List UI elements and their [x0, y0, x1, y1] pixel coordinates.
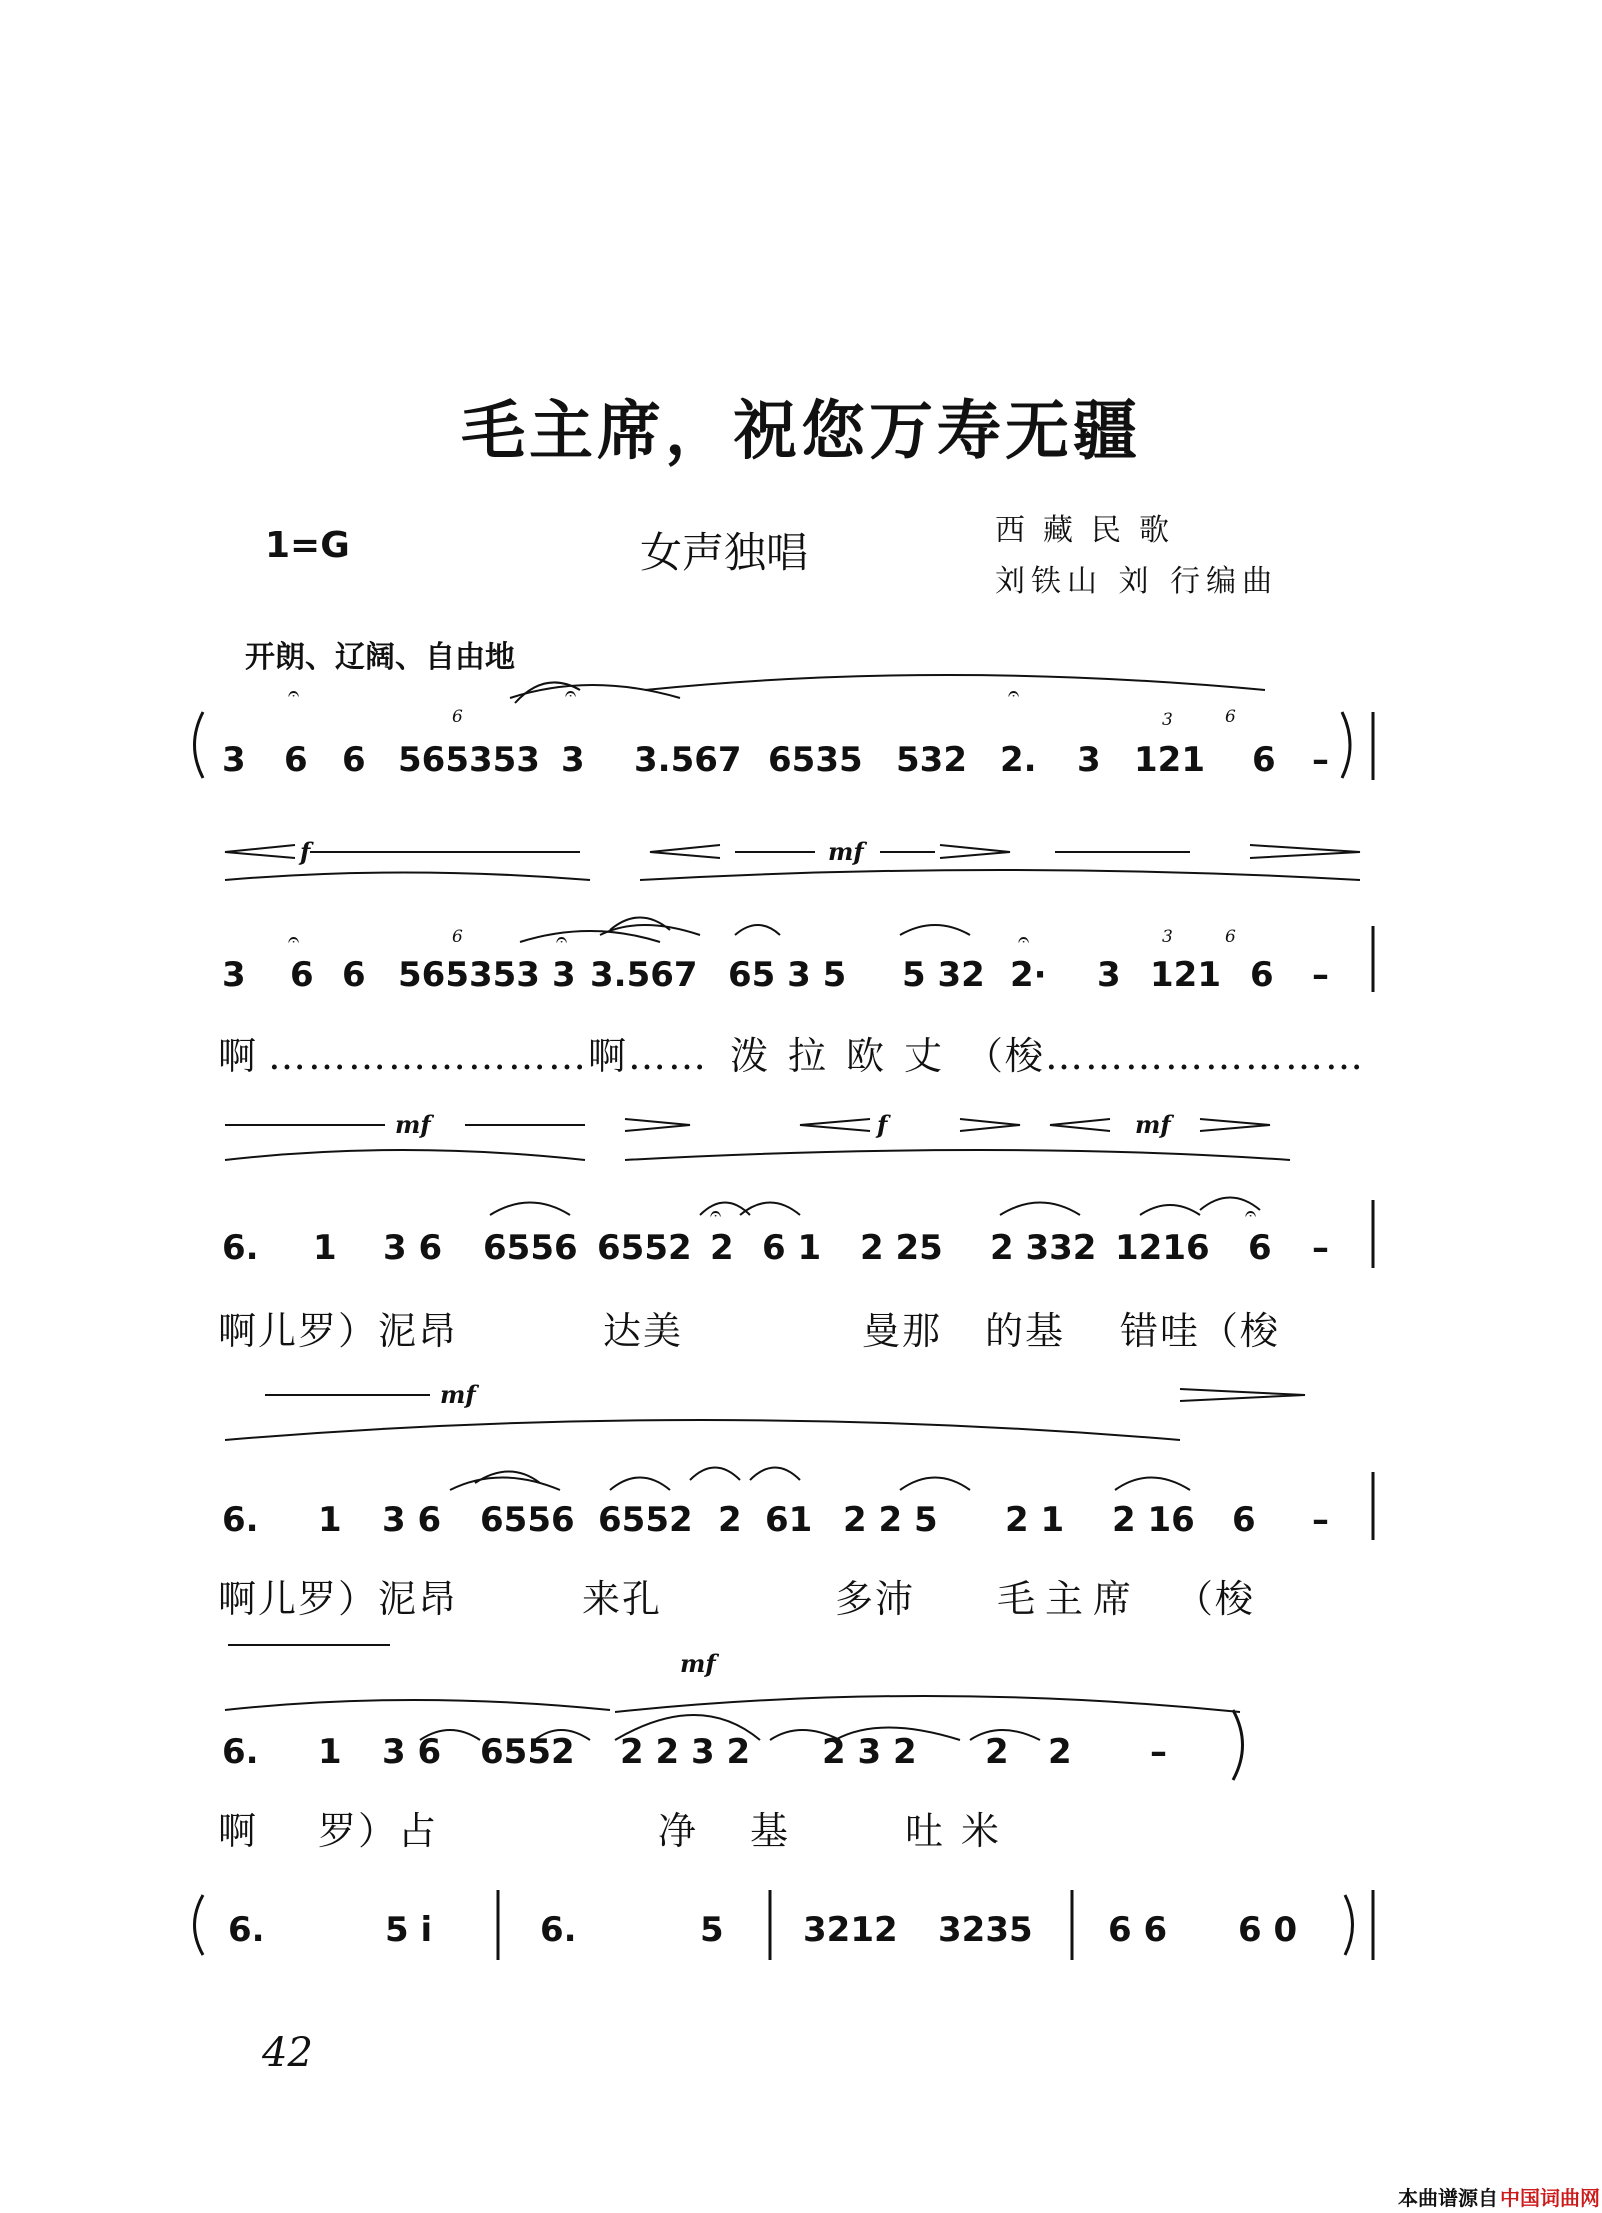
note: 3: [1077, 740, 1101, 780]
lyric: 净: [658, 1809, 699, 1853]
lyric: ……………………啊……: [268, 1034, 709, 1078]
note: 6: [342, 955, 366, 995]
lyric: （梭……………………: [965, 1034, 1366, 1078]
lyric: 的基: [985, 1309, 1066, 1353]
tuplet-number: 3: [1162, 927, 1173, 947]
lyric: 啊: [218, 1809, 259, 1853]
note-group: 61: [765, 1500, 813, 1540]
note-group: 5 32: [902, 955, 985, 995]
note: 3: [222, 740, 246, 780]
tuplet-number: 6: [1225, 707, 1236, 727]
dynamic-mark: mf: [440, 1380, 476, 1409]
lyric: 毛主席: [997, 1577, 1142, 1621]
svg-text:𝄐: 𝄐: [565, 681, 577, 705]
lyric: 多沛: [835, 1577, 916, 1621]
lyric: 来孔: [582, 1577, 663, 1621]
note-group: 2 16: [1112, 1500, 1195, 1540]
dynamic-mark: mf: [1135, 1110, 1171, 1139]
note: 6: [290, 955, 314, 995]
note: 2·: [1010, 955, 1047, 995]
svg-text:𝄐: 𝄐: [1008, 681, 1020, 705]
note-group: 6552: [598, 1500, 693, 1540]
note-group: 565353: [398, 955, 540, 995]
note: 1: [318, 1732, 342, 1772]
note: 3: [561, 740, 585, 780]
note: 2: [718, 1500, 742, 1540]
note: 1: [313, 1228, 337, 1268]
note: 6.: [540, 1910, 577, 1950]
dynamic-mark: mf: [680, 1649, 716, 1678]
interlude-paren-close: [1345, 1895, 1353, 1955]
dash: –: [1312, 1228, 1329, 1268]
note-group: 6535: [768, 740, 863, 780]
note-group: 3.567: [634, 740, 742, 780]
note-group: 6 0: [1238, 1910, 1298, 1950]
note-group: 3235: [938, 1910, 1033, 1950]
note: 6: [1248, 1228, 1272, 1268]
footer-source-label: 本曲谱源自: [1398, 2186, 1498, 2210]
repeat-paren-close: [1342, 712, 1350, 778]
note-group: 532: [896, 740, 967, 780]
note-group: 1216: [1115, 1228, 1210, 1268]
note: 3: [552, 955, 576, 995]
tuplet-number: 6: [452, 707, 463, 727]
phrase-paren-close: [1233, 1710, 1243, 1780]
dynamic-mark: mf: [828, 837, 864, 866]
svg-text:𝄐: 𝄐: [288, 927, 300, 951]
note: 6: [1232, 1500, 1256, 1540]
note: 5: [700, 1910, 724, 1950]
tuplet-number: 6: [1225, 927, 1236, 947]
lyric: 啊: [218, 1034, 259, 1078]
tuplet-number: 6: [452, 927, 463, 947]
dynamic-mark: f: [300, 837, 311, 866]
note-group: 121: [1150, 955, 1221, 995]
svg-text:𝄐: 𝄐: [710, 1201, 722, 1225]
svg-text:𝄐: 𝄐: [1018, 927, 1030, 951]
lyric: 达美: [603, 1309, 684, 1353]
lyric: 错哇（梭: [1120, 1309, 1281, 1353]
note-group: 565353: [398, 740, 540, 780]
dynamic-mark: mf: [395, 1110, 431, 1139]
note: 6: [1252, 740, 1276, 780]
note-group: 2 2 3 2: [620, 1732, 751, 1772]
note-group: 2 1: [1005, 1500, 1065, 1540]
lyric: 泼拉欧丈: [730, 1034, 963, 1078]
note: 2: [710, 1228, 734, 1268]
note-group: 2 25: [860, 1228, 943, 1268]
note: 6.: [228, 1910, 265, 1950]
credit-arrangers: 刘铁山 刘 行编曲: [995, 564, 1279, 599]
note-group: 65 3 5: [728, 955, 847, 995]
note-group: 3212: [803, 1910, 898, 1950]
note: 1: [318, 1500, 342, 1540]
footer-site-link[interactable]: 中国词曲网: [1500, 2186, 1600, 2210]
note-group: 6 1: [762, 1228, 822, 1268]
note: 3: [1097, 955, 1121, 995]
note-group: 6 6: [1108, 1910, 1168, 1950]
dash: –: [1312, 1500, 1329, 1540]
dash: –: [1312, 740, 1329, 780]
tuplet-number: 3: [1162, 710, 1173, 730]
note: 6.: [222, 1500, 259, 1540]
note-group: 3 6: [382, 1732, 442, 1772]
note-group: 5 i: [385, 1910, 433, 1950]
tempo-marking: 开朗、辽阔、自由地: [245, 640, 515, 675]
lyric: 曼那: [862, 1309, 943, 1353]
note: 6.: [222, 1228, 259, 1268]
lyric: 罗）占: [318, 1809, 439, 1853]
svg-text:𝄐: 𝄐: [288, 681, 300, 705]
note-group: 3 6: [382, 1500, 442, 1540]
dash: –: [1150, 1732, 1167, 1772]
svg-text:𝄐: 𝄐: [556, 927, 568, 951]
note-group: 2 2 5: [843, 1500, 938, 1540]
svg-text:𝄐: 𝄐: [1245, 1201, 1257, 1225]
note: 6: [284, 740, 308, 780]
lyric: 啊儿罗）泥昂: [218, 1309, 459, 1353]
dynamic-mark: f: [877, 1110, 888, 1139]
repeat-paren-open: [195, 712, 204, 778]
note-group: 2 3 2: [822, 1732, 917, 1772]
note-group: 6552: [480, 1732, 575, 1772]
note: 2: [985, 1732, 1009, 1772]
note-group: 6552: [597, 1228, 692, 1268]
song-title: 毛主席，祝您万寿无疆: [461, 394, 1141, 469]
lyric: 基: [750, 1809, 791, 1853]
note-group: 121: [1134, 740, 1205, 780]
page-number: 42: [262, 2030, 313, 2076]
lyric: （梭: [1175, 1577, 1256, 1621]
note-group: 2 332: [990, 1228, 1097, 1268]
note: 6.: [222, 1732, 259, 1772]
note-group: 3.567: [590, 955, 698, 995]
note-group: 3 6: [383, 1228, 443, 1268]
key-signature: 1=G: [265, 525, 350, 566]
credit-origin: 西藏民歌: [995, 513, 1187, 548]
lyric: 啊儿罗）泥昂: [218, 1577, 459, 1621]
note: 6: [342, 740, 366, 780]
interlude-paren-open: [195, 1895, 204, 1955]
lyric: 吐米: [905, 1809, 1018, 1853]
note: 2: [1048, 1732, 1072, 1772]
note-group: 6556: [483, 1228, 578, 1268]
performance-type: 女声独唱: [640, 528, 809, 577]
note: 3: [222, 955, 246, 995]
note: 2.: [1000, 740, 1037, 780]
dash: –: [1312, 955, 1329, 995]
note: 6: [1250, 955, 1274, 995]
note-group: 6556: [480, 1500, 575, 1540]
